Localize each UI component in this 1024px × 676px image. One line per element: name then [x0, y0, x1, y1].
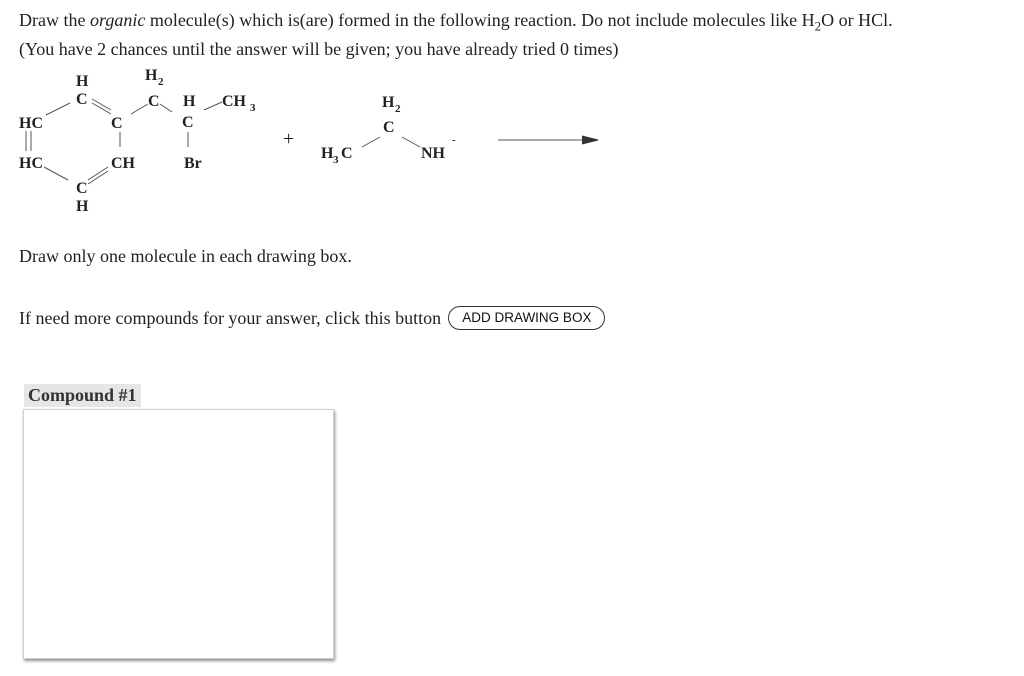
atom-c-ch2: C [148, 93, 160, 110]
water-subscript: 2 [814, 18, 822, 34]
atom-r2-h2: H [382, 94, 395, 111]
question-suffix: O or HCl. [821, 10, 893, 30]
question-line-1 [19, 6, 893, 35]
atom-c-chbr: C [182, 114, 194, 131]
question-text [19, 6, 893, 64]
atom-r2-h3c-h: H [321, 145, 334, 162]
atom-r2-h3c-c: C [341, 145, 353, 162]
reaction-arrow [498, 136, 598, 144]
plus-sign: + [283, 128, 295, 150]
atom-r2-h3c-sub: 3 [333, 154, 339, 166]
atom-ch3: CH [222, 93, 246, 110]
reactant2-atoms [321, 94, 456, 166]
atom-h2-top-sub: 2 [158, 76, 164, 88]
atom-c-top-left: C [76, 91, 88, 108]
atom-r2-c-middle: C [383, 119, 395, 136]
instruction-text: Draw only one molecule in each drawing box. [19, 246, 352, 266]
atom-br: Br [184, 155, 202, 172]
add-compound-row [19, 306, 605, 330]
atom-ch3-sub: 3 [250, 102, 256, 114]
add-drawing-box-button[interactable]: ADD DRAWING BOX [448, 306, 605, 330]
atom-r2-h2-sub: 2 [395, 103, 401, 115]
atom-c-ring-top-right: C [111, 115, 123, 132]
atom-h-bottom: H [76, 198, 89, 215]
question-chances: (You have 2 chances until the answer will be given; you have already tried 0 times) [19, 39, 619, 59]
question-mid: molecule(s) which is(are) formed in the following reaction. Do not include molecules like H [145, 10, 815, 30]
reaction-scheme [0, 58, 640, 228]
reactant2-bonds [362, 137, 420, 147]
add-compound-prompt: If need more compounds for your answer, click this button [19, 307, 442, 328]
drawing-box[interactable] [23, 409, 334, 659]
reaction-diagram [0, 58, 640, 228]
reactant1-atoms [19, 67, 256, 215]
atom-r2-nh: NH [421, 145, 445, 162]
atom-ch-right: CH [111, 155, 135, 172]
atom-h-ch: H [183, 93, 196, 110]
compound-label: Compound #1 [24, 384, 141, 407]
atom-r2-charge: - [452, 134, 456, 146]
atom-hc-left-top: HC [19, 115, 43, 132]
atom-hc-left-bottom: HC [19, 155, 43, 172]
atom-h2-top: H [145, 67, 158, 84]
question-prefix: Draw the [19, 10, 90, 30]
atom-h-top-left: H [76, 73, 89, 90]
question-emphasis: organic [89, 10, 146, 30]
atom-c-bottom: C [76, 180, 88, 197]
